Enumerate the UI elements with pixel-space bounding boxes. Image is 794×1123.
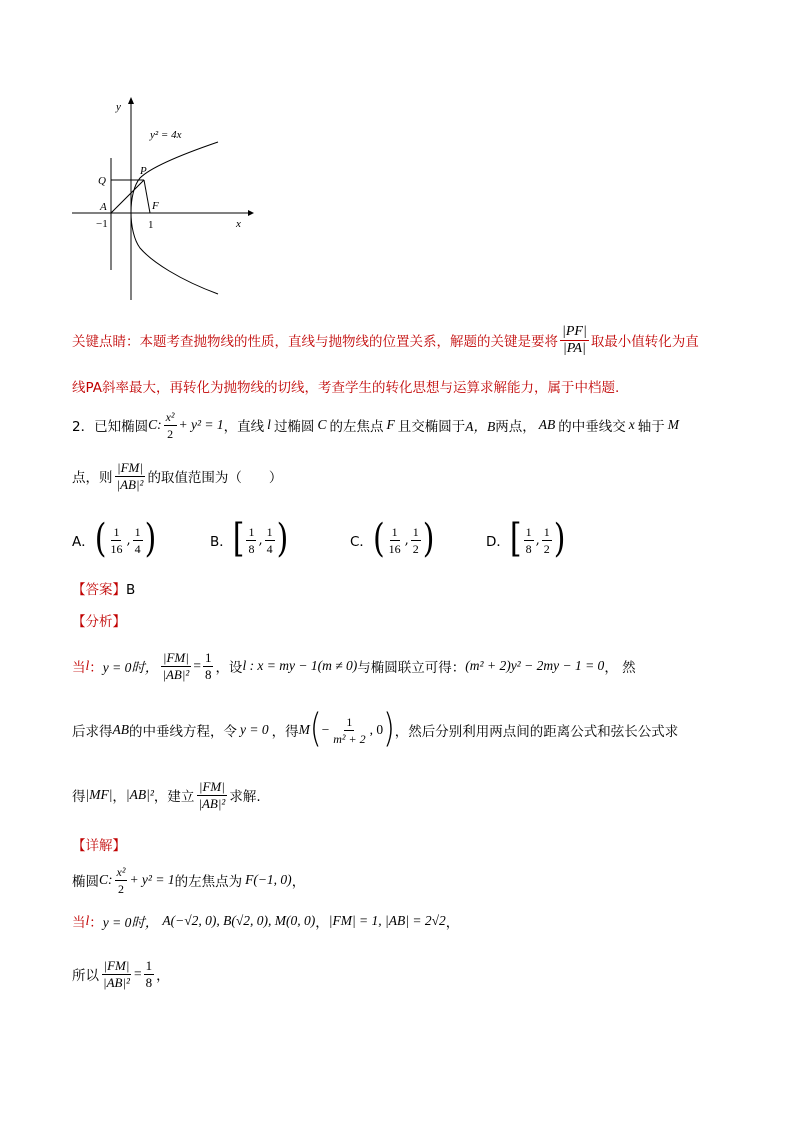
- q2-text-g: 的中垂线交: [558, 419, 626, 435]
- q2-l: l: [267, 417, 271, 432]
- q2-text-d: 的左焦点: [329, 419, 384, 435]
- tick-neg1-label: −1: [96, 218, 108, 230]
- q2-text-f: 两点，: [495, 419, 536, 435]
- x-axis-arrow: [248, 210, 254, 216]
- option-d-frac1: [524, 524, 534, 557]
- analysis-l3-c: ，: [112, 789, 126, 805]
- option-b-frac1: [246, 524, 256, 557]
- option-c-comma: ,: [404, 532, 409, 548]
- q2-text-e: 且交椭圆于: [397, 419, 466, 435]
- option-b-den2: 4: [266, 541, 273, 556]
- analysis-line2: [72, 708, 678, 752]
- point-f-label: F: [152, 200, 159, 212]
- analysis-l1-h: ， 然: [604, 660, 636, 676]
- option-b-label: B．: [210, 534, 233, 550]
- analysis-one: 1: [204, 649, 212, 665]
- analysis-line1: [72, 644, 636, 688]
- analysis-l3-e: ，建立: [153, 789, 195, 805]
- key-point-line2: [72, 376, 619, 396]
- q2-ratio-frac: [115, 460, 146, 493]
- option-c-close: ): [422, 516, 435, 563]
- frac-denominator-pa: |PA|: [562, 340, 586, 356]
- option-a-num2: 1: [134, 524, 141, 539]
- analysis-line3: [72, 774, 261, 816]
- option-d-num2: 1: [543, 524, 550, 539]
- segment-ap: [111, 180, 144, 213]
- x-axis-label: x: [236, 218, 241, 230]
- option-d[interactable]: [486, 518, 565, 562]
- option-a-frac1: [108, 524, 124, 557]
- analysis-l2-open: (: [309, 706, 322, 753]
- option-a-open: (: [94, 516, 107, 563]
- analysis-l1-l: l: [85, 658, 90, 673]
- detail-l2-a: 当: [72, 915, 86, 931]
- q2-options: [72, 518, 592, 562]
- segment-pf: [144, 180, 150, 213]
- analysis-eight: 8: [204, 666, 212, 682]
- q2-ellipse-c: C:: [148, 417, 162, 432]
- q2-frac-2: 2: [167, 426, 174, 441]
- detail-tag: 【详解】: [72, 838, 126, 854]
- detail-line1: [72, 860, 305, 900]
- option-c-den2: 2: [412, 541, 419, 556]
- option-d-comma: ,: [535, 532, 540, 548]
- analysis-l2-b: 的中垂线方程，令: [129, 724, 237, 740]
- q2-text-b: ，直线: [223, 419, 265, 435]
- point-q-label: Q: [98, 175, 106, 187]
- q2-m: M: [667, 417, 679, 432]
- analysis-l3-num: |FM|: [198, 778, 225, 794]
- analysis-tag: 【分析】: [72, 614, 126, 630]
- analysis-eq: =: [193, 658, 201, 673]
- answer-line: [72, 578, 135, 598]
- option-a-label: A．: [72, 534, 95, 550]
- analysis-l1-d: ，设: [215, 660, 243, 676]
- option-d-open: [: [509, 516, 522, 563]
- q2-c: C: [317, 417, 327, 432]
- answer-value: B: [126, 582, 136, 598]
- analysis-one-eighth: [203, 650, 214, 683]
- q2-line2: [72, 456, 282, 496]
- analysis-l3-frac: [196, 779, 227, 812]
- analysis-l2-a: 后求得: [72, 724, 113, 740]
- option-c[interactable]: [350, 518, 435, 562]
- option-b-comma: ,: [258, 532, 263, 548]
- detail-l2-e: ，: [315, 915, 329, 931]
- option-b-num1: 1: [248, 524, 255, 539]
- analysis-l3-a: 得: [72, 789, 86, 805]
- analysis-l2-m: M: [298, 722, 310, 737]
- q2-ab: AB: [538, 417, 556, 432]
- detail-line3: [72, 952, 170, 996]
- detail-ellipse-rest: + y² = 1: [129, 872, 175, 887]
- detail-l1-focus: F(−1, 0): [245, 872, 292, 887]
- q2-ratio-den: |AB|²: [116, 476, 144, 492]
- analysis-l2-d: ，得: [271, 724, 299, 740]
- q2-f: F: [386, 417, 395, 432]
- analysis-l2-e: ，然后分别利用两点间的距离公式和弦长公式求: [394, 724, 679, 740]
- option-d-num1: 1: [525, 524, 532, 539]
- q2-ab-points: A，B: [465, 419, 496, 434]
- y-axis-label: y: [116, 101, 121, 113]
- key-point-text-a: 关键点睛：本题考查抛物线的性质，直线与抛物线的位置关系，解题的关键是要将: [72, 334, 558, 350]
- analysis-l2-comma0: , 0: [369, 722, 384, 737]
- key-point-text-b: 取最小值转化为直: [590, 334, 699, 350]
- analysis-l2-minus: −: [321, 722, 330, 737]
- analysis-ratio-num: |FM|: [162, 649, 189, 665]
- option-c-num2: 1: [412, 524, 419, 539]
- q2-line2-b: 的取值范围为（ ）: [147, 470, 283, 486]
- key-point-fraction: [560, 324, 589, 357]
- analysis-l3-d: |AB|²: [125, 787, 154, 802]
- curve-label: y² = 4x: [150, 129, 182, 141]
- q2-text-a: 2．已知椭圆: [72, 419, 149, 435]
- option-b-frac2: [265, 524, 275, 557]
- analysis-l3-f: 求解.: [229, 789, 261, 805]
- analysis-l2-frac: [331, 714, 367, 747]
- analysis-ratio-frac: [160, 650, 191, 683]
- detail-l2-l: l: [85, 913, 90, 928]
- parabola-figure: [66, 95, 266, 305]
- analysis-l1-f: 与椭圆联立可得：: [357, 660, 466, 676]
- tick-1-label: 1: [148, 219, 154, 231]
- detail-l2-b: ：: [89, 915, 103, 931]
- option-c-open: (: [372, 516, 385, 563]
- option-a[interactable]: [72, 518, 156, 562]
- option-c-frac2: [411, 524, 421, 557]
- analysis-l2-frac-den: m² + 2: [333, 731, 366, 746]
- detail-l1-b: 的左焦点为: [174, 874, 243, 890]
- detail-l1-d: ，: [291, 874, 306, 890]
- option-b-num2: 1: [266, 524, 273, 539]
- detail-frac-x2: x²: [116, 864, 126, 879]
- detail-l3-one-eighth: [144, 958, 155, 991]
- detail-l1-a: 椭圆: [72, 874, 99, 890]
- option-b-close: ): [276, 516, 289, 563]
- analysis-l2-c: y = 0: [240, 722, 269, 737]
- option-a-comma: ,: [126, 532, 131, 548]
- detail-line2: [72, 904, 459, 938]
- q2-frac-x2: x²: [165, 409, 175, 424]
- option-a-den2: 4: [134, 541, 141, 556]
- option-c-num1: 1: [391, 524, 398, 539]
- detail-frac-2: 2: [117, 881, 124, 896]
- detail-l3-frac: [101, 958, 132, 991]
- detail-l3-eight: 8: [145, 974, 153, 990]
- analysis-l1-g: (m² + 2)y² − 2my − 1 = 0: [465, 658, 605, 673]
- detail-l3-num: |FM|: [103, 957, 130, 973]
- point-a-label: A: [100, 201, 107, 213]
- analysis-l1-b: ：: [89, 660, 103, 676]
- q2-line1: [72, 408, 679, 442]
- detail-l2-g: ，: [445, 915, 460, 931]
- key-point-line1: [72, 320, 699, 360]
- detail-l3-den: |AB|²: [103, 974, 130, 990]
- analysis-l2-frac-num: 1: [346, 714, 353, 729]
- detail-l2-d: A(−√2, 0), B(√2, 0), M(0, 0): [162, 913, 316, 928]
- option-a-close: ): [144, 516, 157, 563]
- detail-l3-a: 所以: [72, 968, 99, 984]
- option-a-frac2: [133, 524, 143, 557]
- option-b-open: [: [232, 516, 245, 563]
- analysis-l3-den: |AB|²: [198, 795, 226, 811]
- detail-l3-eq: =: [133, 966, 142, 981]
- q2-x: x: [628, 417, 635, 432]
- option-d-close: ): [553, 516, 566, 563]
- detail-l3-one: 1: [145, 957, 153, 973]
- analysis-l1-e: l : x = my − 1(m ≠ 0): [242, 658, 358, 673]
- q2-line2-a: 点，则: [72, 470, 113, 486]
- analysis-l2-ab: AB: [112, 722, 129, 737]
- analysis-l1-c: y = 0时，: [102, 660, 159, 675]
- option-b[interactable]: [210, 518, 288, 562]
- option-c-den1: 16: [388, 541, 401, 556]
- q2-ratio-num: |FM|: [117, 459, 143, 475]
- option-c-frac1: [387, 524, 403, 557]
- detail-l1-c: C:: [99, 872, 113, 887]
- option-b-den1: 8: [248, 541, 255, 556]
- answer-tag: 【答案】: [72, 582, 126, 598]
- option-a-den1: 16: [110, 541, 123, 556]
- option-d-label: D．: [486, 534, 510, 550]
- q2-ellipse-rest: + y² = 1: [178, 417, 224, 432]
- analysis-ratio-den: |AB|²: [162, 666, 190, 682]
- point-p-label: P: [140, 165, 147, 177]
- detail-l2-c: y = 0时，: [102, 915, 159, 930]
- detail-ellipse-frac: [115, 864, 128, 897]
- option-d-frac2: [542, 524, 552, 557]
- q2-ellipse-frac: [164, 409, 177, 442]
- option-a-num1: 1: [113, 524, 120, 539]
- q2-text-h: 轴于: [637, 419, 665, 435]
- analysis-l3-b: |MF|: [85, 787, 113, 802]
- analysis-l2-close: ): [383, 706, 395, 753]
- detail-l2-f: |FM| = 1, |AB| = 2√2: [328, 913, 446, 928]
- detail-l3-c: ，: [156, 968, 170, 984]
- option-d-den1: 8: [525, 541, 532, 556]
- q2-text-c: 过椭圆: [273, 419, 315, 435]
- option-c-label: C．: [350, 534, 373, 550]
- frac-numerator-pf: |PF|: [562, 323, 587, 339]
- y-axis-arrow: [128, 97, 134, 104]
- option-d-den2: 2: [543, 541, 550, 556]
- analysis-l1-a: 当: [72, 660, 86, 676]
- key-point-text-line2: 线PA斜率最大，再转化为抛物线的切线，考查学生的转化思想与运算求解能力，属于中档题.: [72, 380, 620, 396]
